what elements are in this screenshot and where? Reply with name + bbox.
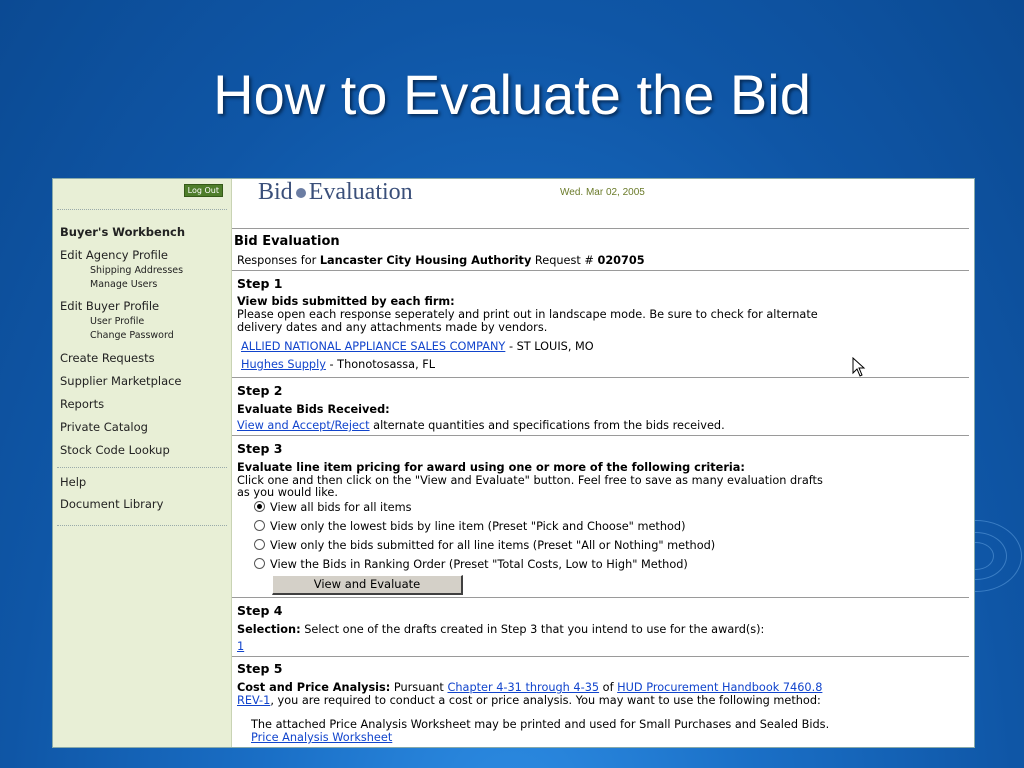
radio-label: View only the bids submitted for all line items (Preset "All or Nothing" method) xyxy=(270,539,716,552)
sidebar-item-private-catalog[interactable]: Private Catalog xyxy=(60,420,148,434)
step3-title: Step 3 xyxy=(237,441,283,456)
sidebar-item-reports[interactable]: Reports xyxy=(60,397,105,411)
step4-line xyxy=(237,623,764,636)
handbook-link[interactable]: REV-1 xyxy=(237,694,271,707)
divider xyxy=(57,209,227,210)
logo-text: Bid xyxy=(258,179,293,205)
sidebar-item-shipping[interactable]: Shipping Addresses xyxy=(90,265,184,276)
step4-label: Selection: xyxy=(237,623,301,636)
sidebar-item-manage-users[interactable]: Manage Users xyxy=(90,279,158,290)
agency-name: Lancaster City Housing Authority xyxy=(319,254,532,267)
sidebar-item-stock-code[interactable]: Stock Code Lookup xyxy=(60,443,170,457)
screenshot-panel xyxy=(52,178,975,748)
radio-selected-icon[interactable] xyxy=(254,501,265,512)
radio-icon[interactable] xyxy=(254,558,265,569)
sidebar-item-doc-library[interactable]: Document Library xyxy=(60,497,164,511)
step5-line xyxy=(237,681,822,694)
step2-text: alternate quantities and specifications from the bids received. xyxy=(373,419,725,432)
firm-location: - Thonotosassa, FL xyxy=(329,358,436,371)
step5-worksheet-text: The attached Price Analysis Worksheet may be printed and used for Small Purchases and Sealed Bids. xyxy=(251,718,830,731)
step5-label: Cost and Price Analysis: xyxy=(237,681,391,694)
draft-row xyxy=(237,640,244,653)
step2-title: Step 2 xyxy=(237,383,283,398)
divider xyxy=(57,467,227,468)
sidebar-item-supplier-marketplace[interactable]: Supplier Marketplace xyxy=(60,374,182,388)
step5-title: Step 5 xyxy=(237,661,283,676)
step1-subtitle: View bids submitted by each firm: xyxy=(237,295,455,308)
sidebar-item-user-profile[interactable]: User Profile xyxy=(90,316,145,327)
step3-subtitle: Evaluate line item pricing for award using one or more of the following criteria: xyxy=(237,461,745,474)
sidebar-item-edit-agency[interactable]: Edit Agency Profile xyxy=(60,248,168,262)
divider xyxy=(232,435,969,436)
radio-option[interactable] xyxy=(254,558,688,571)
radio-label: View only the lowest bids by line item (Preset "Pick and Choose" method) xyxy=(270,520,686,533)
step3-text: Click one and then click on the "View and Evaluate" button. Feel free to save as many evaluation drafts xyxy=(237,474,823,487)
responses-line xyxy=(237,254,645,267)
step5-line xyxy=(237,694,821,707)
radio-option[interactable] xyxy=(254,501,411,514)
step1-text: Please open each response seperately and print out in landscape mode. Be sure to check for alternate xyxy=(237,308,818,321)
handbook-link[interactable]: HUD Procurement Handbook 7460.8 xyxy=(617,681,823,694)
mouse-cursor-icon xyxy=(852,357,868,379)
step5-text: , you are required to conduct a cost or price analysis. You may want to use the following method: xyxy=(270,694,821,707)
divider xyxy=(232,656,969,657)
logo-bullet-icon xyxy=(296,188,306,198)
slide-title: How to Evaluate the Bid xyxy=(213,63,811,126)
sidebar-header: Buyer's Workbench xyxy=(60,225,186,239)
step5-text: Pursuant xyxy=(393,681,444,694)
step4-title: Step 4 xyxy=(237,603,283,618)
chapter-link[interactable]: Chapter 4-31 through 4-35 xyxy=(447,681,600,694)
firm-row xyxy=(241,358,435,371)
draft-link[interactable]: 1 xyxy=(237,640,245,653)
responses-prefix: Responses for xyxy=(237,254,317,267)
divider xyxy=(232,597,969,598)
sidebar xyxy=(53,179,232,747)
sidebar-item-edit-buyer[interactable]: Edit Buyer Profile xyxy=(60,299,160,313)
step3-text: as you would like. xyxy=(237,486,338,499)
radio-icon[interactable] xyxy=(254,539,265,550)
step4-text: Select one of the drafts created in Step 3 that you intend to use for the award(s): xyxy=(304,623,765,636)
sidebar-item-help[interactable]: Help xyxy=(60,475,87,489)
divider xyxy=(232,228,969,229)
firm-link[interactable]: Hughes Supply xyxy=(241,358,326,371)
view-and-evaluate-button[interactable]: View and Evaluate xyxy=(272,575,463,595)
step2-line xyxy=(237,419,725,432)
firm-row xyxy=(241,340,594,353)
bid-evaluation-logo xyxy=(258,179,413,206)
logo-text: Evaluation xyxy=(308,179,413,205)
worksheet-row xyxy=(251,731,392,744)
radio-label: View all bids for all items xyxy=(270,501,412,514)
sidebar-item-create-requests[interactable]: Create Requests xyxy=(60,351,155,365)
request-prefix: Request # xyxy=(534,254,594,267)
radio-option[interactable] xyxy=(254,539,715,552)
radio-option[interactable] xyxy=(254,520,686,533)
request-number: 020705 xyxy=(597,254,645,267)
step2-subtitle: Evaluate Bids Received: xyxy=(237,403,390,416)
logout-button[interactable]: Log Out xyxy=(184,184,223,197)
sidebar-item-change-password[interactable]: Change Password xyxy=(90,330,174,341)
page-title: Bid Evaluation xyxy=(234,234,340,249)
firm-link[interactable]: ALLIED NATIONAL APPLIANCE SALES COMPANY xyxy=(241,340,506,353)
step5-text: of xyxy=(602,681,614,694)
main-content xyxy=(232,179,974,747)
radio-icon[interactable] xyxy=(254,520,265,531)
step1-title: Step 1 xyxy=(237,276,283,291)
accept-reject-link[interactable]: View and Accept/Reject xyxy=(237,419,370,432)
divider xyxy=(232,270,969,271)
step1-text: delivery dates and any attachments made by vendors. xyxy=(237,321,548,334)
header-date: Wed. Mar 02, 2005 xyxy=(560,187,645,198)
radio-label: View the Bids in Ranking Order (Preset "Total Costs, Low to High" Method) xyxy=(270,558,688,571)
firm-location: - ST LOUIS, MO xyxy=(508,340,594,353)
divider xyxy=(57,525,227,526)
price-analysis-worksheet-link[interactable]: Price Analysis Worksheet xyxy=(251,731,393,744)
